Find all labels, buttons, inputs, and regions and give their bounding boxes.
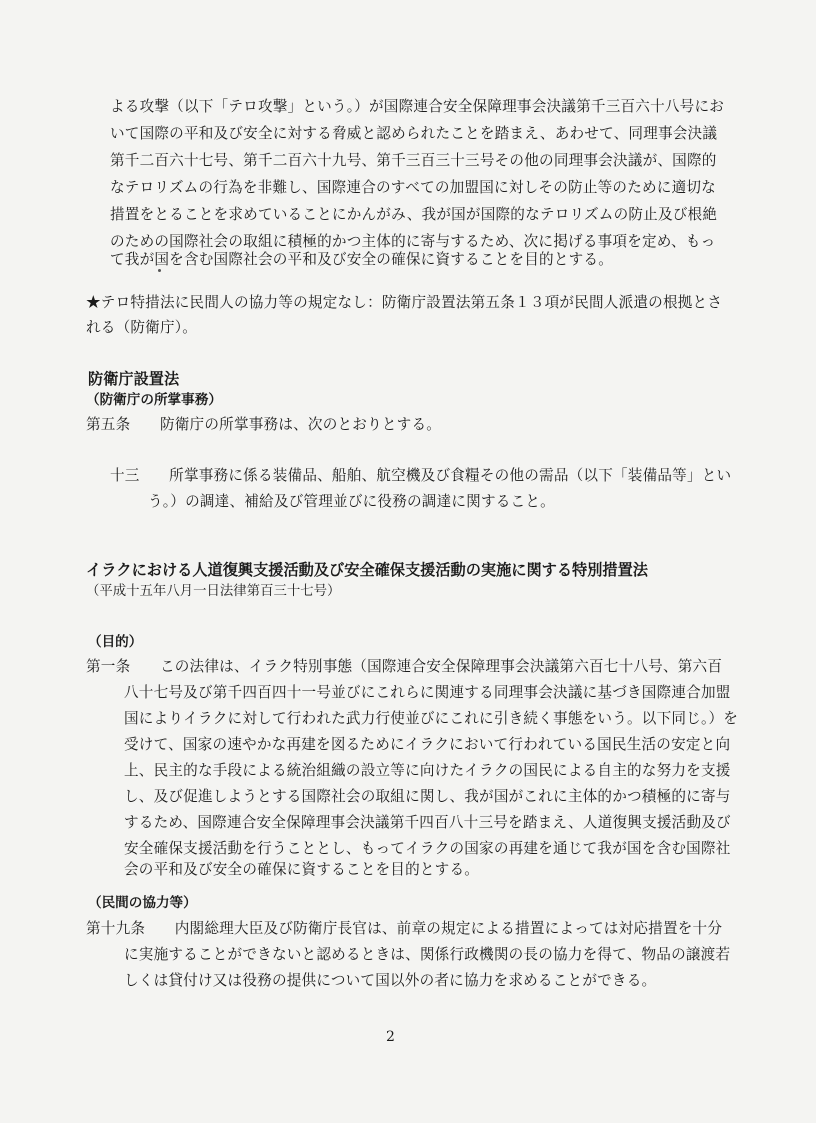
note-line-2: れる（防衛庁）。 (86, 319, 198, 336)
intro-line-1: よる攻撃（以下「テロ攻撃」という。）が国際連合安全保障理事会決議第千三百六十八号にお (110, 98, 725, 115)
section1-title: 防衛庁設置法 (88, 370, 180, 388)
item13-line-1: 十三 所掌事務に係る装備品、船舶、航空機及び食糧その他の需品（以下「装備品等」とい (110, 467, 732, 484)
section1-subtitle: （防衛庁の所掌事務） (86, 392, 222, 408)
article1-line-4: 受けて、国家の速やかな再建を図るためにイラクにおいて行われている国民生活の安定と向 (124, 736, 731, 753)
intro-line-2: いて国際の平和及び安全に対する脅威と認められたことを踏まえ、あわせて、同理事会決議 (110, 125, 718, 142)
article1-line-1: 第一条 この法律は、イラク特別事態（国際連合安全保障理事会決議第六百七十八号、第六百 (86, 658, 723, 675)
section2-title: イラクにおける人道復興支援活動及び安全確保支援活動の実施に関する特別措置法 (86, 561, 648, 579)
note-line-1: ★テロ特措法に民間人の協力等の規定なし：防衛庁設置法第五条１３項が民間人派遣の根拠とさ (86, 294, 723, 311)
purpose-heading: （目的） (88, 634, 143, 650)
intro-line-3: 第千二百六十七号、第千二百六十九号、第千三百三十三号その他の同理事会決議が、国際的 (110, 152, 717, 169)
article1-line-9: 会の平和及び安全の確保に資することを目的とする。 (124, 861, 480, 878)
article1-line-8: 安全確保支援活動を行うこととし、もってイラクの国家の再建を通じて我が国を含む国際社 (124, 840, 731, 857)
article1-line-5: 上、民主的な手段による統治組織の設立等に向けたイラクの国民による自主的な努力を支援 (124, 762, 731, 779)
article19-line-2: に実施することができないと認めるときは、関係行政機関の長の協力を得て、物品の譲渡若 (124, 946, 731, 963)
law-number: （平成十五年八月一日法律第百三十七号） (86, 584, 341, 599)
article1-line-6: し、及び促進しようとする国際社会の取組に関し、我が国がこれに主体的かつ積極的に寄与 (124, 788, 731, 805)
cooperation-heading: （民間の協力等） (88, 895, 197, 911)
intro-line-7: て我が国を含む国際社会の平和及び安全の確保に資することを目的とする。 (110, 251, 613, 268)
article19-line-1: 第十九条 内閣総理大臣及び防衛庁長官は、前章の規定による措置によっては対応措置を十分 (86, 920, 723, 937)
intro-line-5: 措置をとることを求めていることにかんがみ、我が国が国際的なテロリズムの防止及び根絶 (110, 206, 718, 223)
article1-line-2: 八十七号及び第千四百四十一号並びにこれらに関連する同理事会決議に基づき国際連合加盟 (124, 684, 731, 701)
article1-line-7: するため、国際連合安全保障理事会決議第千四百八十三号を踏まえ、人道復興支援活動及び (124, 814, 731, 831)
article5-line: 第五条 防衛庁の所掌事務は、次のとおりとする。 (86, 416, 442, 433)
article1-line-3: 国によりイラクに対して行われた武力行使並びにこれに引き続く事態をいう。以下同じ。）を (124, 710, 739, 727)
article19-line-3: しくは貸付け又は役務の提供について国以外の者に協力を求めることができる。 (124, 972, 657, 989)
intro-line-6: のための国際社会の取組に積極的かつ主体的に寄与するため、次に掲げる事項を定め、もっ (110, 233, 716, 250)
item13-line-2: う。）の調達、補給及び管理並びに役務の調達に関すること。 (148, 493, 555, 510)
scan-speck (158, 269, 161, 272)
intro-line-4: なテロリズムの行為を非難し、国際連合のすべての加盟国に対しその防止等のために適切な (110, 179, 716, 196)
page-number: 2 (386, 1029, 395, 1045)
